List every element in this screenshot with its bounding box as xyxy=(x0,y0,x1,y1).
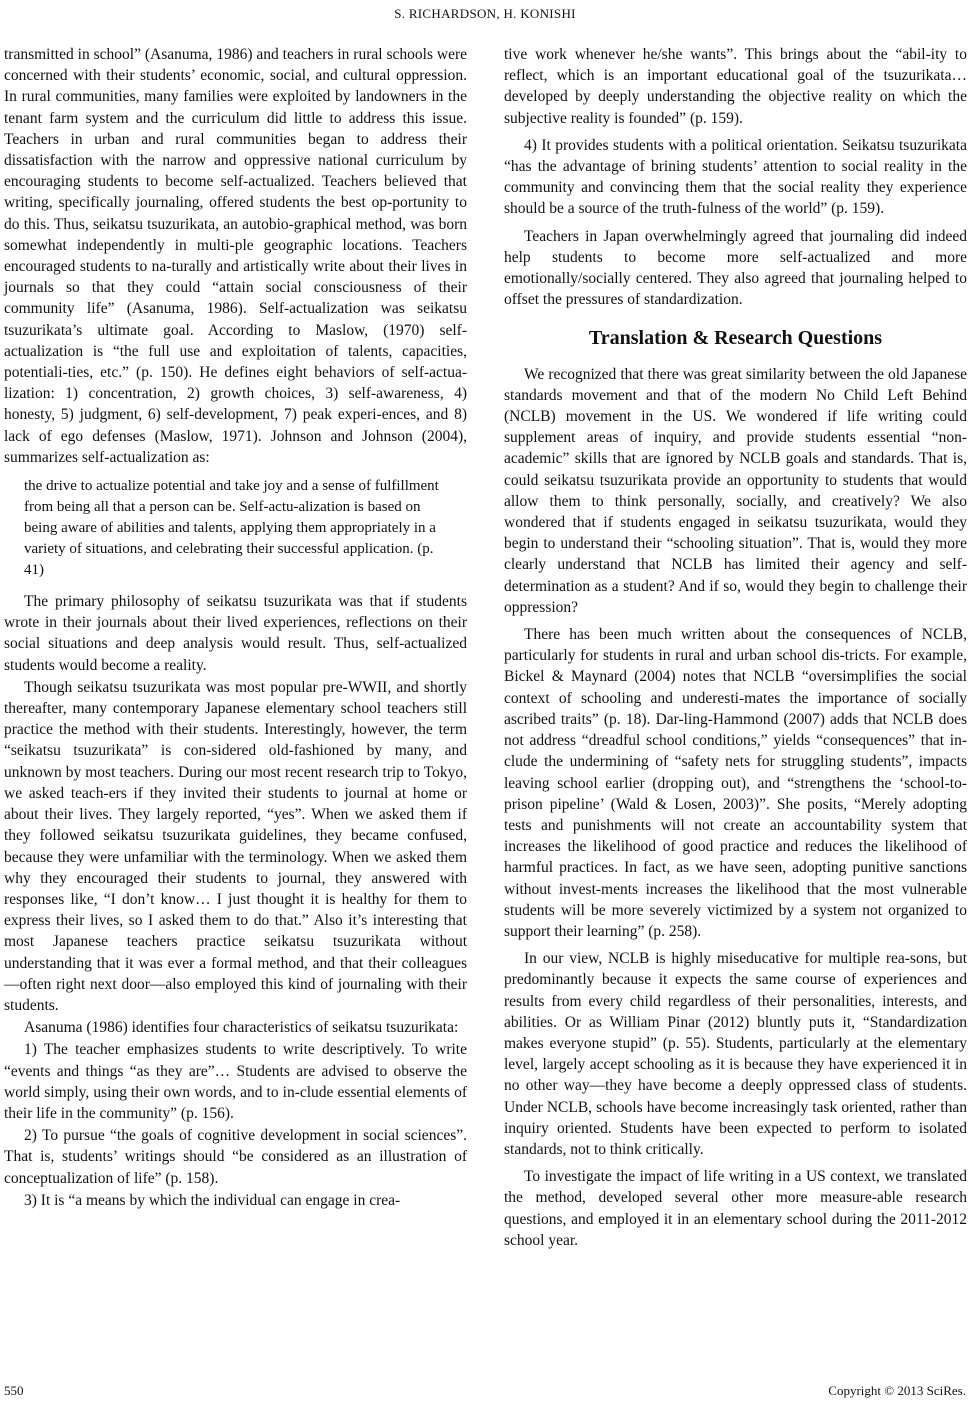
paragraph: Teachers in Japan overwhelmingly agreed that journaling did indeed help students to become more self-actualized and more emotionally/socially centered. They also agreed that journaling helped to offset the pressures of standardization. xyxy=(504,227,967,309)
running-header: S. RICHARDSON, H. KONISHI xyxy=(394,6,576,21)
paragraph: To investigate the impact of life writing in a US context, we translated the method, developed several other more measure-able research questions, and employed it in an elementary school during the 2011-2012 school year. xyxy=(504,1168,967,1249)
paragraph: Asanuma (1986) identifies four characteristics of seikatsu tsuzurikata: xyxy=(24,1019,459,1037)
left-column xyxy=(4,44,467,1211)
page-number: 550 xyxy=(4,1383,24,1398)
paragraph: In our view, NCLB is highly miseducative for multiple rea-sons, but predominantly because it expects the same course of experiences and results from every child regardless of their personalities, interests, and abilities. Or as William Pinar (2012) bluntly puts it, “Standardization makes everyone stupid” (p. 55). Students, particularly at the elementary level, largely accept schooling as it is because they have experienced it in no other way—they have become a deeply oppressed class of students. Under NCLB, schools have become increasingly task oriented, rather than inquiry oriented. Students have been expected to perform to isolated standards, not to think critically. xyxy=(504,950,967,1158)
paragraph: Though seikatsu tsuzurikata was most popular pre-WWII, and shortly thereafter, many contemporary Japanese elementary school teachers still practice the method with their students. Interestingly, however, the term “seikatsu tsuzurikata” is con-sidered old-fashioned by many, and unknown by most teachers. During our most recent research trip to Tokyo, we asked teach-ers if they invited their students to journal at home or about their lives. They largely reported, “yes”. When we asked them if they followed seikatsu tsuzurikata guidelines, they became confused, because they were unfamiliar with the terminology. When we asked them why they encouraged their students to journal, they answered with responses like, “I don’t know… I just thought it is healthy for them to express their lives, so I asked them to do that.” Also it’s interesting that most Japanese teachers practice seikatsu tsuzurikata without understanding that it was ever a formal method, and that their colleagues —often right next door—also employed this kind of journaling with their students. xyxy=(4,678,467,1014)
paragraph: tive work whenever he/she wants”. This brings about the “abil-ity to reflect, which is an important educational goal of the tsuzurikata… developed by deeply understanding the objective reality on which the subjective reality is founded” (p. 159). xyxy=(504,46,967,127)
copyright-notice: Copyright © 2013 SciRes. xyxy=(828,1383,966,1398)
list-item: 3) It is “a means by which the individual can engage in crea- xyxy=(24,1191,401,1209)
paragraph: We recognized that there was great similarity between the old Japanese standards movement and that of the modern No Child Left Behind (NCLB) movement in the US. We wondered if life writing could supplement areas of inquiry, and provide students essential “non-academic” skills that are ignored by NCLB goals and standards. That is, could seikatsu tsuzurikata provide an opportunity to students that would allow them to think personally, socially, and creatively? We also wondered that if students engaged in seikatsu tsuzurikata, would they begin to understand their “schooling situation”. That is, would they more clearly understand that NCLB has limited their agency and self-determination as a student? And if so, would they begin to challenge their oppression? xyxy=(504,365,967,616)
block-quote: the drive to actualize potential and take joy and a sense of fulfillment from being all that a person can be. Self-actu-alization is based on being aware of abilities and talents, applying them appropriately in a variety of situations, and celebrating their successful application. (p. 41) xyxy=(24,478,439,579)
right-column xyxy=(504,44,967,1251)
paragraph: transmitted in school” (Asanuma, 1986) and teachers in rural schools were concerned with their students’ economic, social, and cultural oppression. In rural communities, many families were exploited by landowners in the tenant farm system and the curriculum did little to address this issue. Teachers in urban and rural communities began to address their dissatisfaction with the narrow and oppressive national curriculum by encouraging students to become self-actualized. Teachers believed that writing, specifically journaling, offered students the best op-portunity to do this. Thus, seikatsu tsuzurikata, an autobio-graphical method, was born somewhat independently in multi-ple geographic locations. Teachers encouraged students to na-turally and artistically write about their lives in journals so that they could “attain social consciousness of their community life” (Asanuma, 1986). Self-actualization was seikatsu tsuzurikata’s ultimate goal. According to Maslow, (1970) self-actualization is “the full use and exploitation of talents, capacities, potentiali-ties, etc.” (p. 150). He defines eight behaviors of self-actua-lization: 1) concentration, 2) growth choices, 3) self-awareness, 4) honesty, 5) judgment, 6) self-development, 7) peak experi-ences, and 8) lack of ego defenses (Maslow, 1971). Johnson and Johnson (2004), summarizes self-actualization as: xyxy=(4,46,467,466)
paragraph: There has been much written about the consequences of NCLB, particularly for students in rural and urban school dis-tricts. For example, Bickel & Maynard (2004) notes that NCLB “oversimplifies the social context of schooling and underesti-mates the importance of socially ascribed traits” (p. 18). Dar-ling-Hammond (2007) adds that NCLB does not address “dreadful school conditions,” yields “consequences” that in-clude the undermining of “safety nets for struggling students”, impacts leaving school earlier (dropping out), and “strengthens the ‘school-to-prison pipeline’ (Wald & Losen, 2003)”. She posits, “Merely adopting tests and punishments will not create an accountability system that increases the likelihood of good practice and reduces the likelihood of harmful practices. In fact, as we have seen, adopting punitive sanctions without invest-ments increases the likelihood that the most vulnerable students will be more severely victimized by a system not organized to support their learning” (p. 258). xyxy=(504,626,967,940)
list-item: 2) To pursue “the goals of cognitive development in social sciences”. That is, students’ writings should “be considered as an illustration of conceptualization of life” (p. 158). xyxy=(4,1127,467,1187)
paragraph: The primary philosophy of seikatsu tsuzurikata was that if students wrote in their journals about their lived experiences, reflections on their social situations and deep analysis would result. Thus, self-actualized students would become a reality. xyxy=(4,593,467,674)
list-item: 4) It provides students with a political orientation. Seikatsu tsuzurikata “has the advantage of brining students’ attention to social reality in the community and convincing them that the social reality they experience should be a source of the truth-fulness of the world” (p. 159). xyxy=(504,136,967,218)
list-item: 1) The teacher emphasizes students to write descriptively. To write “events and things “as they are”… Students are advised to observe the world simply, using their own words, and to in-clude essential elements of their life in the community” (p. 156). xyxy=(4,1041,467,1122)
section-heading: Translation & Research Questions xyxy=(588,327,883,350)
